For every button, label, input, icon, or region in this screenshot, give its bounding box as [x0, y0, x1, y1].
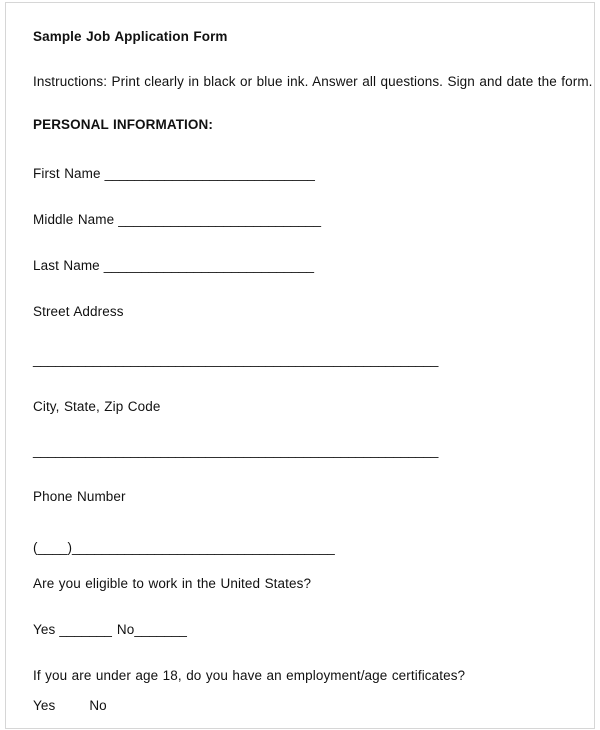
under-18-yes-label[interactable]: Yes: [33, 698, 56, 713]
city-state-zip-label: City, State, Zip Code: [33, 399, 161, 414]
last-name-label: Last Name: [33, 258, 100, 273]
middle-name-label: Middle Name: [33, 212, 115, 227]
first-name-label: First Name: [33, 166, 101, 181]
eligible-to-work-question: Are you eligible to work in the United States?: [33, 576, 312, 591]
last-name-field: [33, 258, 314, 274]
city-state-zip-blank[interactable]: ______________________________________________________: [33, 443, 439, 458]
section-heading: PERSONAL INFORMATION:: [33, 117, 213, 132]
last-name-blank[interactable]: ____________________________: [103, 258, 315, 273]
street-address-label: Street Address: [33, 304, 124, 319]
street-address-blank[interactable]: ______________________________________________________: [33, 352, 439, 367]
eligible-yes-blank[interactable]: _______: [59, 622, 112, 637]
eligible-no-label: No: [116, 622, 135, 637]
middle-name-field: [33, 212, 321, 228]
phone-number-label: Phone Number: [33, 489, 126, 504]
eligible-to-work-answer-row: [33, 622, 187, 638]
middle-name-blank[interactable]: ___________________________: [118, 212, 321, 227]
eligible-yes-label: Yes: [33, 622, 56, 637]
first-name-blank[interactable]: ____________________________: [104, 166, 315, 181]
first-name-field: [33, 166, 315, 182]
under-18-no-label[interactable]: No: [89, 698, 107, 713]
phone-number-blank[interactable]: (____)___________________________________: [33, 540, 335, 555]
under-age-18-question: If you are under age 18, do you have an employment/age certificates?: [33, 668, 466, 683]
instructions-text: Instructions: Print clearly in black or blue ink. Answer all questions. Sign and date the form.: [33, 74, 593, 89]
page-title: Sample Job Application Form: [33, 29, 228, 44]
eligible-no-blank[interactable]: _______: [134, 622, 187, 637]
under-age-18-answer-row: [33, 698, 107, 714]
